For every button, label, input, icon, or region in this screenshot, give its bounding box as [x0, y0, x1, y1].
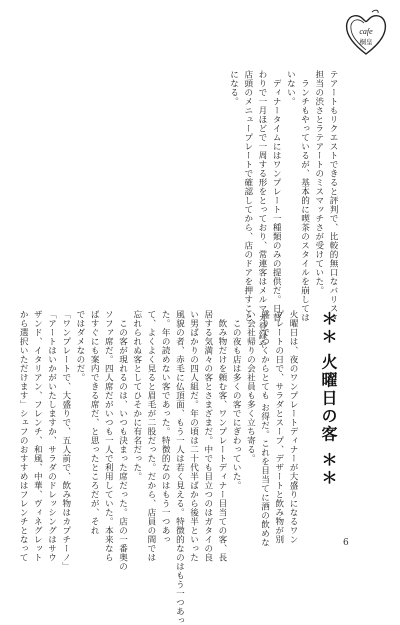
- chapter-title: ＊＊ 火曜日の客 ＊＊: [319, 310, 338, 488]
- logo-name-text: 桐皇: [359, 38, 373, 46]
- upper-paragraph: テアートもリクエストできると評判で、比較的無口なバリスタ 担当の渋さとラテアートのミスマッチさが受けていた。 ランチもやっているが、基本的に喫茶のスタイルを崩しては いない。 ディナータイムにはワンプレート一種類のみの提供だ。日替 わりで一月ほどで一周する形をとっており、常連客はメルマガ登録や 店頭のメニュープレートで確認してから、店のドアを押すこと になる。: [228, 70, 338, 349]
- lower-paragraph: 火曜日は、夜のワンプレートディナーが大盛りになるワン プレートの日で、サラダとスープ、デザートと飲み物が別 盛りでつくからとても お得だ。これを目当てに酒の飲めな い会社帰りの会社員も多く立ち寄る。 この夜も店は多くの客でにぎわっていた。 飲み物だけを頼む客、ワンプレートディナー目当ての客、長 居する気満々の客とさまざまだ。中でも目立つのはガタイの良 い男ばかりの四人組だ。年の頃は二十代半ばから後半といった 風貌の者、赤毛に仏頂面、もう一人は若く見える。特徴的なのはもう一つあっ た。年の読めない客であった。特徴的なのはもう一つあっ て、よくよく見ると眉毛が二股だった。だから、店員の間では 忘れられぬ客としてひそかに有名だった。 この客が現れるのは、いつも決まった席だった。店の一番奥の ソファ席だ。四人席だがいつも一人で利用していた。本来なら ばすぐにも案内できる席だ、と思ったところだが、それ ではダメなのだ。 「ワンプレートで、大盛りで、五人前で、飲み物はカプチーノ」 「アートはいかがいたしますか、サラダのドレッシングはサウ ザンド、イタリアン、フレンチ、和風、中華、ヴィネグレット から選択いただけます」シェフのおすすめはフレンチとなって: [18, 310, 298, 625]
- logo-cafe-text: cafe: [359, 27, 373, 36]
- page-number: 6: [343, 538, 349, 548]
- cafe-logo: [342, 8, 390, 58]
- heart-logo-icon: [342, 8, 390, 58]
